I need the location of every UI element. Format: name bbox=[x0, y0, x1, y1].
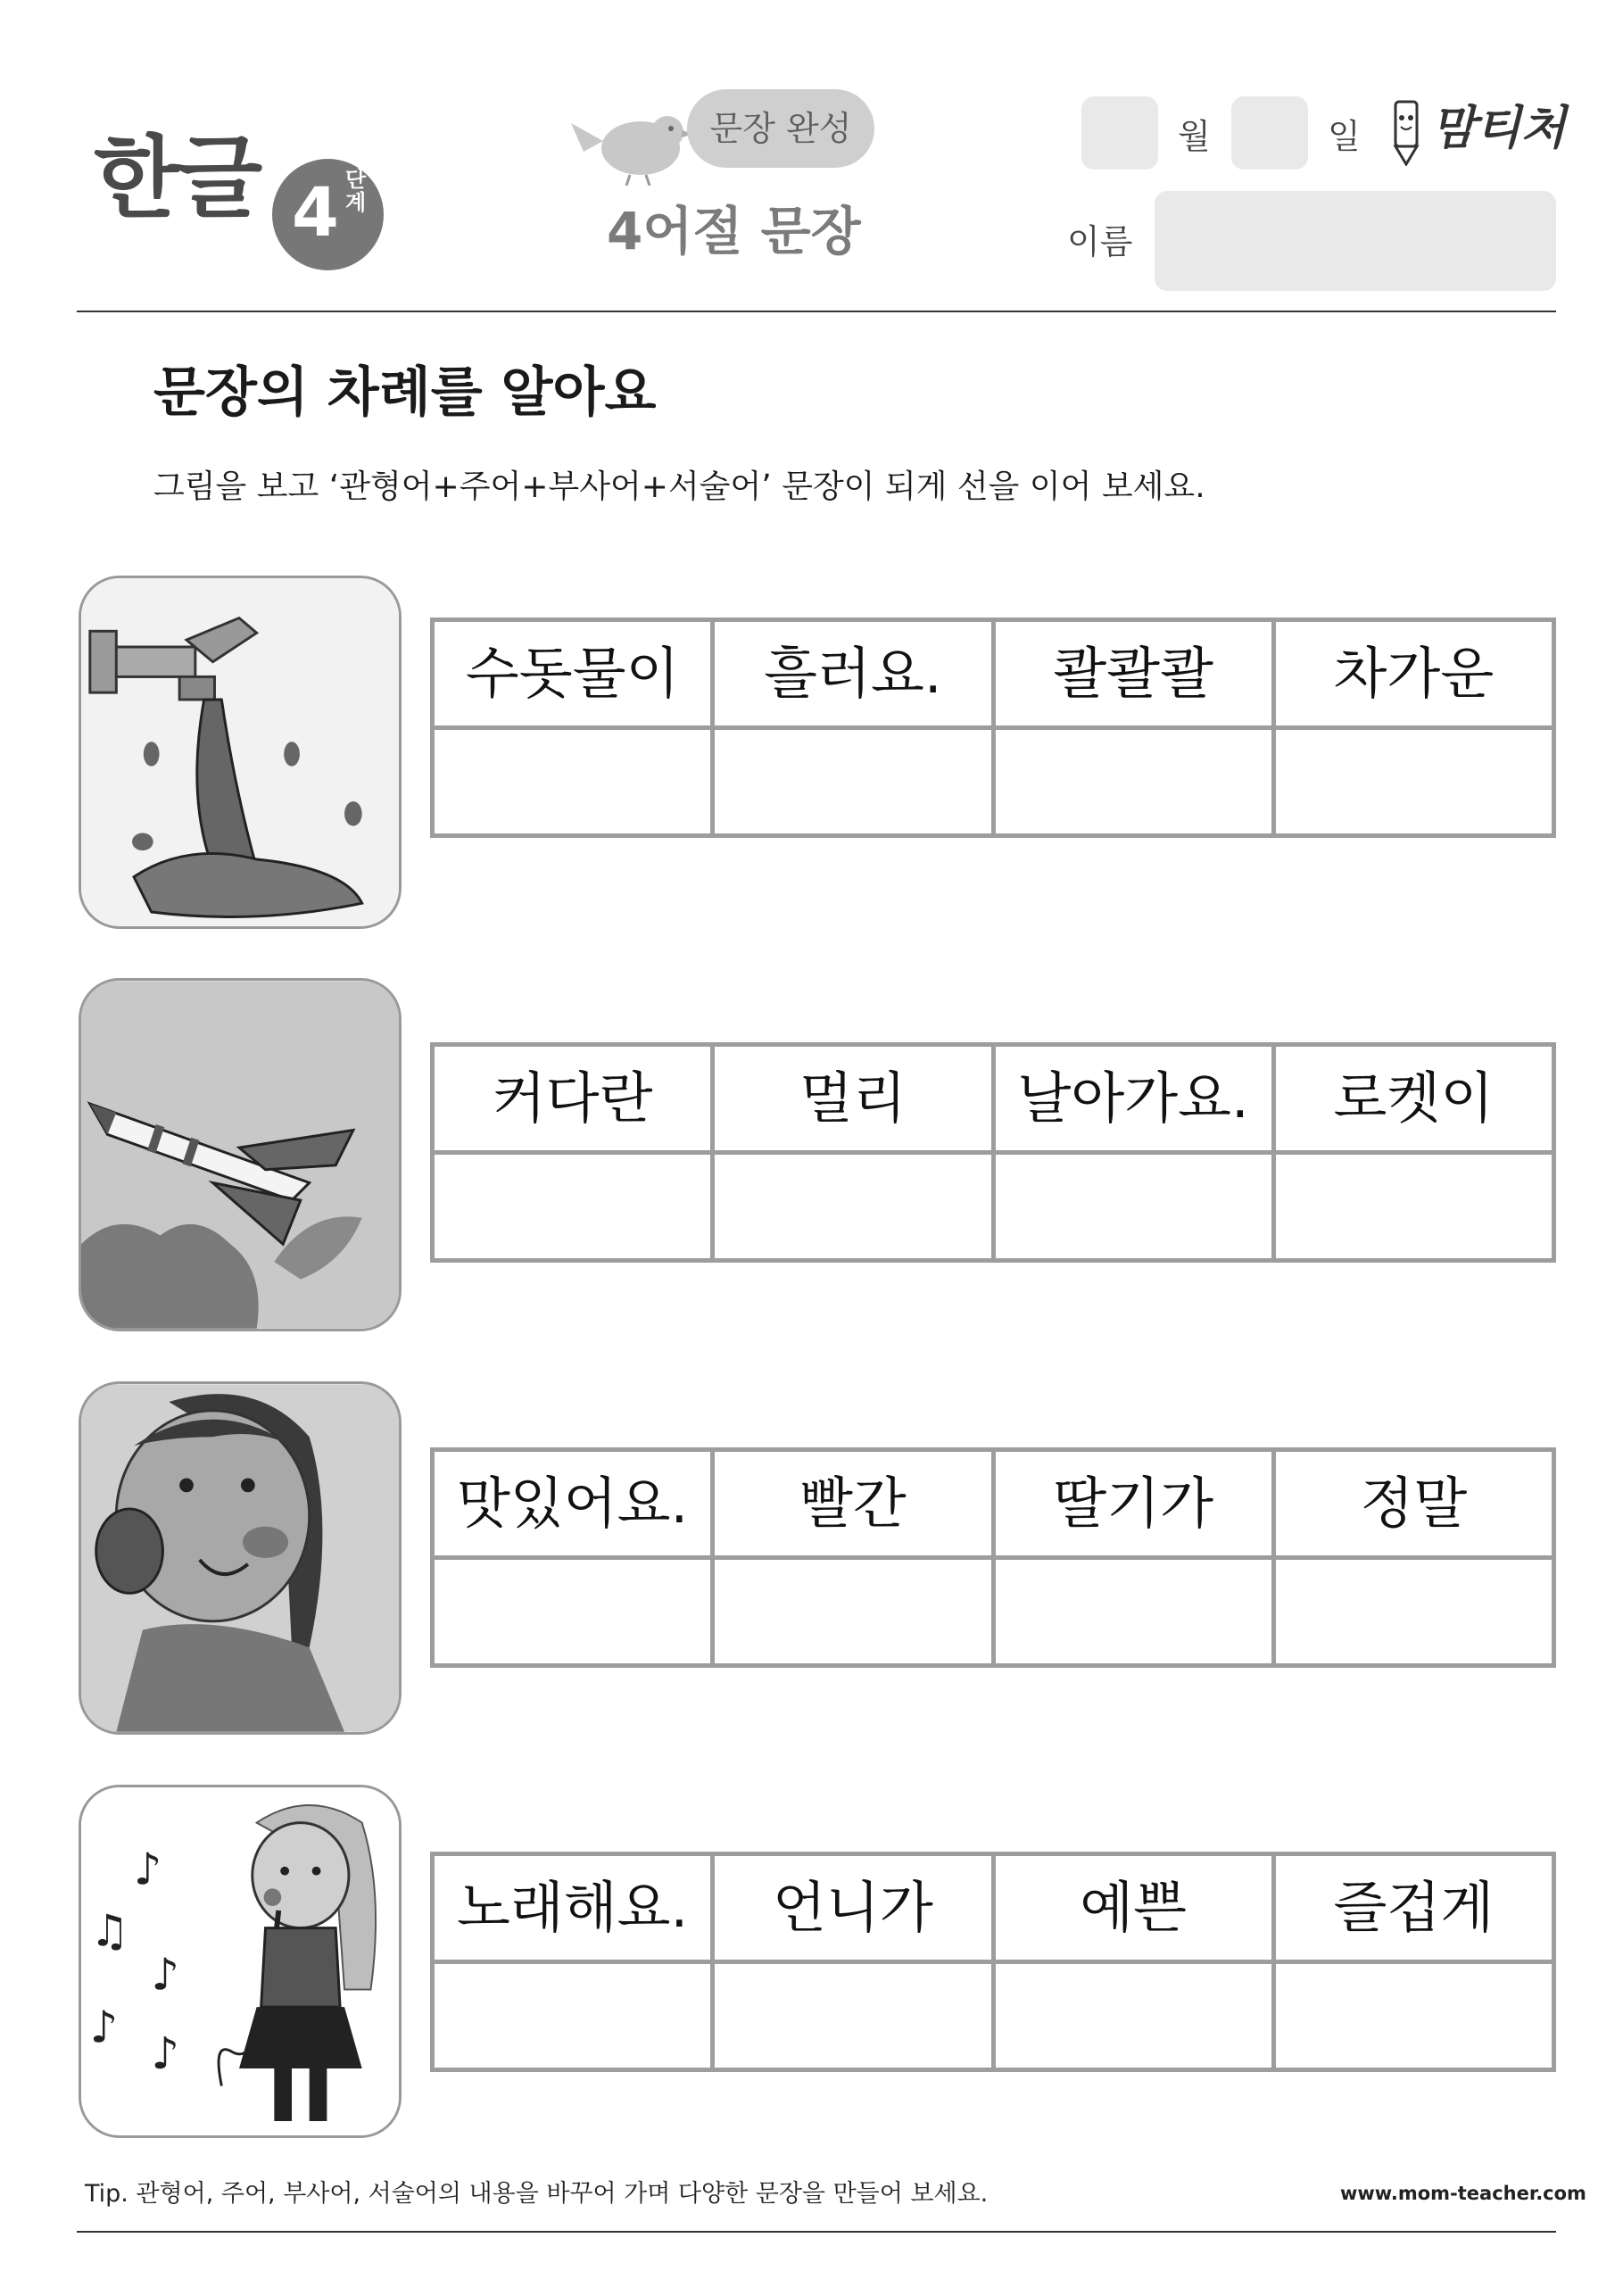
word-cell: 즐겁게 bbox=[1273, 1854, 1553, 1962]
word-cell: 정말 bbox=[1273, 1450, 1553, 1558]
tip-text: Tip. 관형어, 주어, 부사어, 서술어의 내용을 바꾸어 가며 다양한 문장을 만들어 보세요. bbox=[85, 2180, 989, 2208]
word-row bbox=[433, 620, 1554, 728]
bird-icon bbox=[567, 105, 701, 186]
site-url[interactable]: www.mom-teacher.com bbox=[1340, 2183, 1586, 2204]
level-number: 4 bbox=[292, 172, 339, 252]
footer-divider bbox=[77, 2231, 1556, 2233]
header-divider bbox=[77, 311, 1556, 312]
word-cell: 흘러요. bbox=[713, 620, 993, 728]
word-cell: 맛있어요. bbox=[433, 1450, 713, 1558]
answer-cell[interactable] bbox=[993, 1153, 1273, 1261]
category-pill: 문장 완성 bbox=[687, 89, 874, 168]
day-field[interactable] bbox=[1231, 96, 1308, 170]
answer-row bbox=[433, 1153, 1554, 1261]
month-field[interactable] bbox=[1081, 96, 1158, 170]
picture-faucet bbox=[79, 576, 402, 929]
answer-row bbox=[433, 1558, 1554, 1666]
girl-strawberry-icon bbox=[81, 1384, 399, 1732]
day-label: 일 bbox=[1328, 117, 1361, 156]
page-subtitle: 4어절 문장 bbox=[607, 201, 861, 261]
word-cell: 날아가요. bbox=[993, 1045, 1273, 1153]
word-cell: 노래해요. bbox=[433, 1854, 713, 1962]
rocket-icon bbox=[81, 981, 399, 1329]
word-cell: 언니가 bbox=[713, 1854, 993, 1962]
word-table-4 bbox=[430, 1852, 1556, 2072]
answer-cell[interactable] bbox=[993, 728, 1273, 836]
word-table-3 bbox=[430, 1447, 1556, 1668]
pencil-mascot-icon bbox=[1385, 95, 1429, 166]
word-cell: 빨간 bbox=[713, 1450, 993, 1558]
answer-cell[interactable] bbox=[1273, 1153, 1553, 1261]
brand-logo: 맘티처 bbox=[1431, 102, 1566, 155]
word-table-2 bbox=[430, 1042, 1556, 1263]
section-title: 문장의 차례를 알아요 bbox=[153, 361, 657, 424]
word-cell: 멀리 bbox=[713, 1045, 993, 1153]
singing-girl-icon bbox=[81, 1787, 399, 2135]
word-cell: 커다란 bbox=[433, 1045, 713, 1153]
answer-row bbox=[433, 1962, 1554, 2070]
logo-title: 한글 bbox=[94, 126, 260, 230]
svg-text:♪: ♪ bbox=[134, 1843, 162, 1895]
word-cell: 예쁜 bbox=[993, 1854, 1273, 1962]
answer-cell[interactable] bbox=[713, 1962, 993, 2070]
picture-rocket bbox=[79, 978, 402, 1331]
month-label: 월 bbox=[1178, 117, 1211, 156]
answer-cell[interactable] bbox=[713, 1558, 993, 1666]
answer-cell[interactable] bbox=[1273, 728, 1553, 836]
answer-cell[interactable] bbox=[713, 728, 993, 836]
answer-cell[interactable] bbox=[433, 1153, 713, 1261]
level-badge bbox=[272, 159, 384, 270]
svg-text:♪: ♪ bbox=[89, 2001, 119, 2053]
answer-cell[interactable] bbox=[993, 1558, 1273, 1666]
answer-cell[interactable] bbox=[433, 1558, 713, 1666]
svg-text:♪: ♪ bbox=[151, 2027, 180, 2079]
word-cell: 수돗물이 bbox=[433, 620, 713, 728]
answer-row bbox=[433, 728, 1554, 836]
svg-text:♫: ♫ bbox=[89, 1904, 129, 1957]
word-row bbox=[433, 1854, 1554, 1962]
answer-cell[interactable] bbox=[433, 1962, 713, 2070]
level-label: 단계 bbox=[345, 167, 367, 216]
answer-cell[interactable] bbox=[993, 1962, 1273, 2070]
word-cell: 딸기가 bbox=[993, 1450, 1273, 1558]
answer-cell[interactable] bbox=[1273, 1962, 1553, 2070]
word-row bbox=[433, 1045, 1554, 1153]
word-row bbox=[433, 1450, 1554, 1558]
picture-singer bbox=[79, 1785, 402, 2138]
instruction-text: 그림을 보고 ‘관형어+주어+부사어+서술어’ 문장이 되게 선을 이어 보세요. bbox=[153, 468, 1205, 505]
name-label: 이름 bbox=[1067, 222, 1133, 261]
word-cell: 로켓이 bbox=[1273, 1045, 1553, 1153]
answer-cell[interactable] bbox=[713, 1153, 993, 1261]
word-cell: 차가운 bbox=[1273, 620, 1553, 728]
word-table-1 bbox=[430, 618, 1556, 838]
word-cell: 콸콸콸 bbox=[993, 620, 1273, 728]
name-field[interactable] bbox=[1155, 191, 1556, 291]
faucet-water-icon bbox=[81, 578, 399, 926]
svg-text:♪: ♪ bbox=[151, 1948, 180, 2001]
answer-cell[interactable] bbox=[1273, 1558, 1553, 1666]
answer-cell[interactable] bbox=[433, 728, 713, 836]
picture-strawberry-girl bbox=[79, 1381, 402, 1735]
